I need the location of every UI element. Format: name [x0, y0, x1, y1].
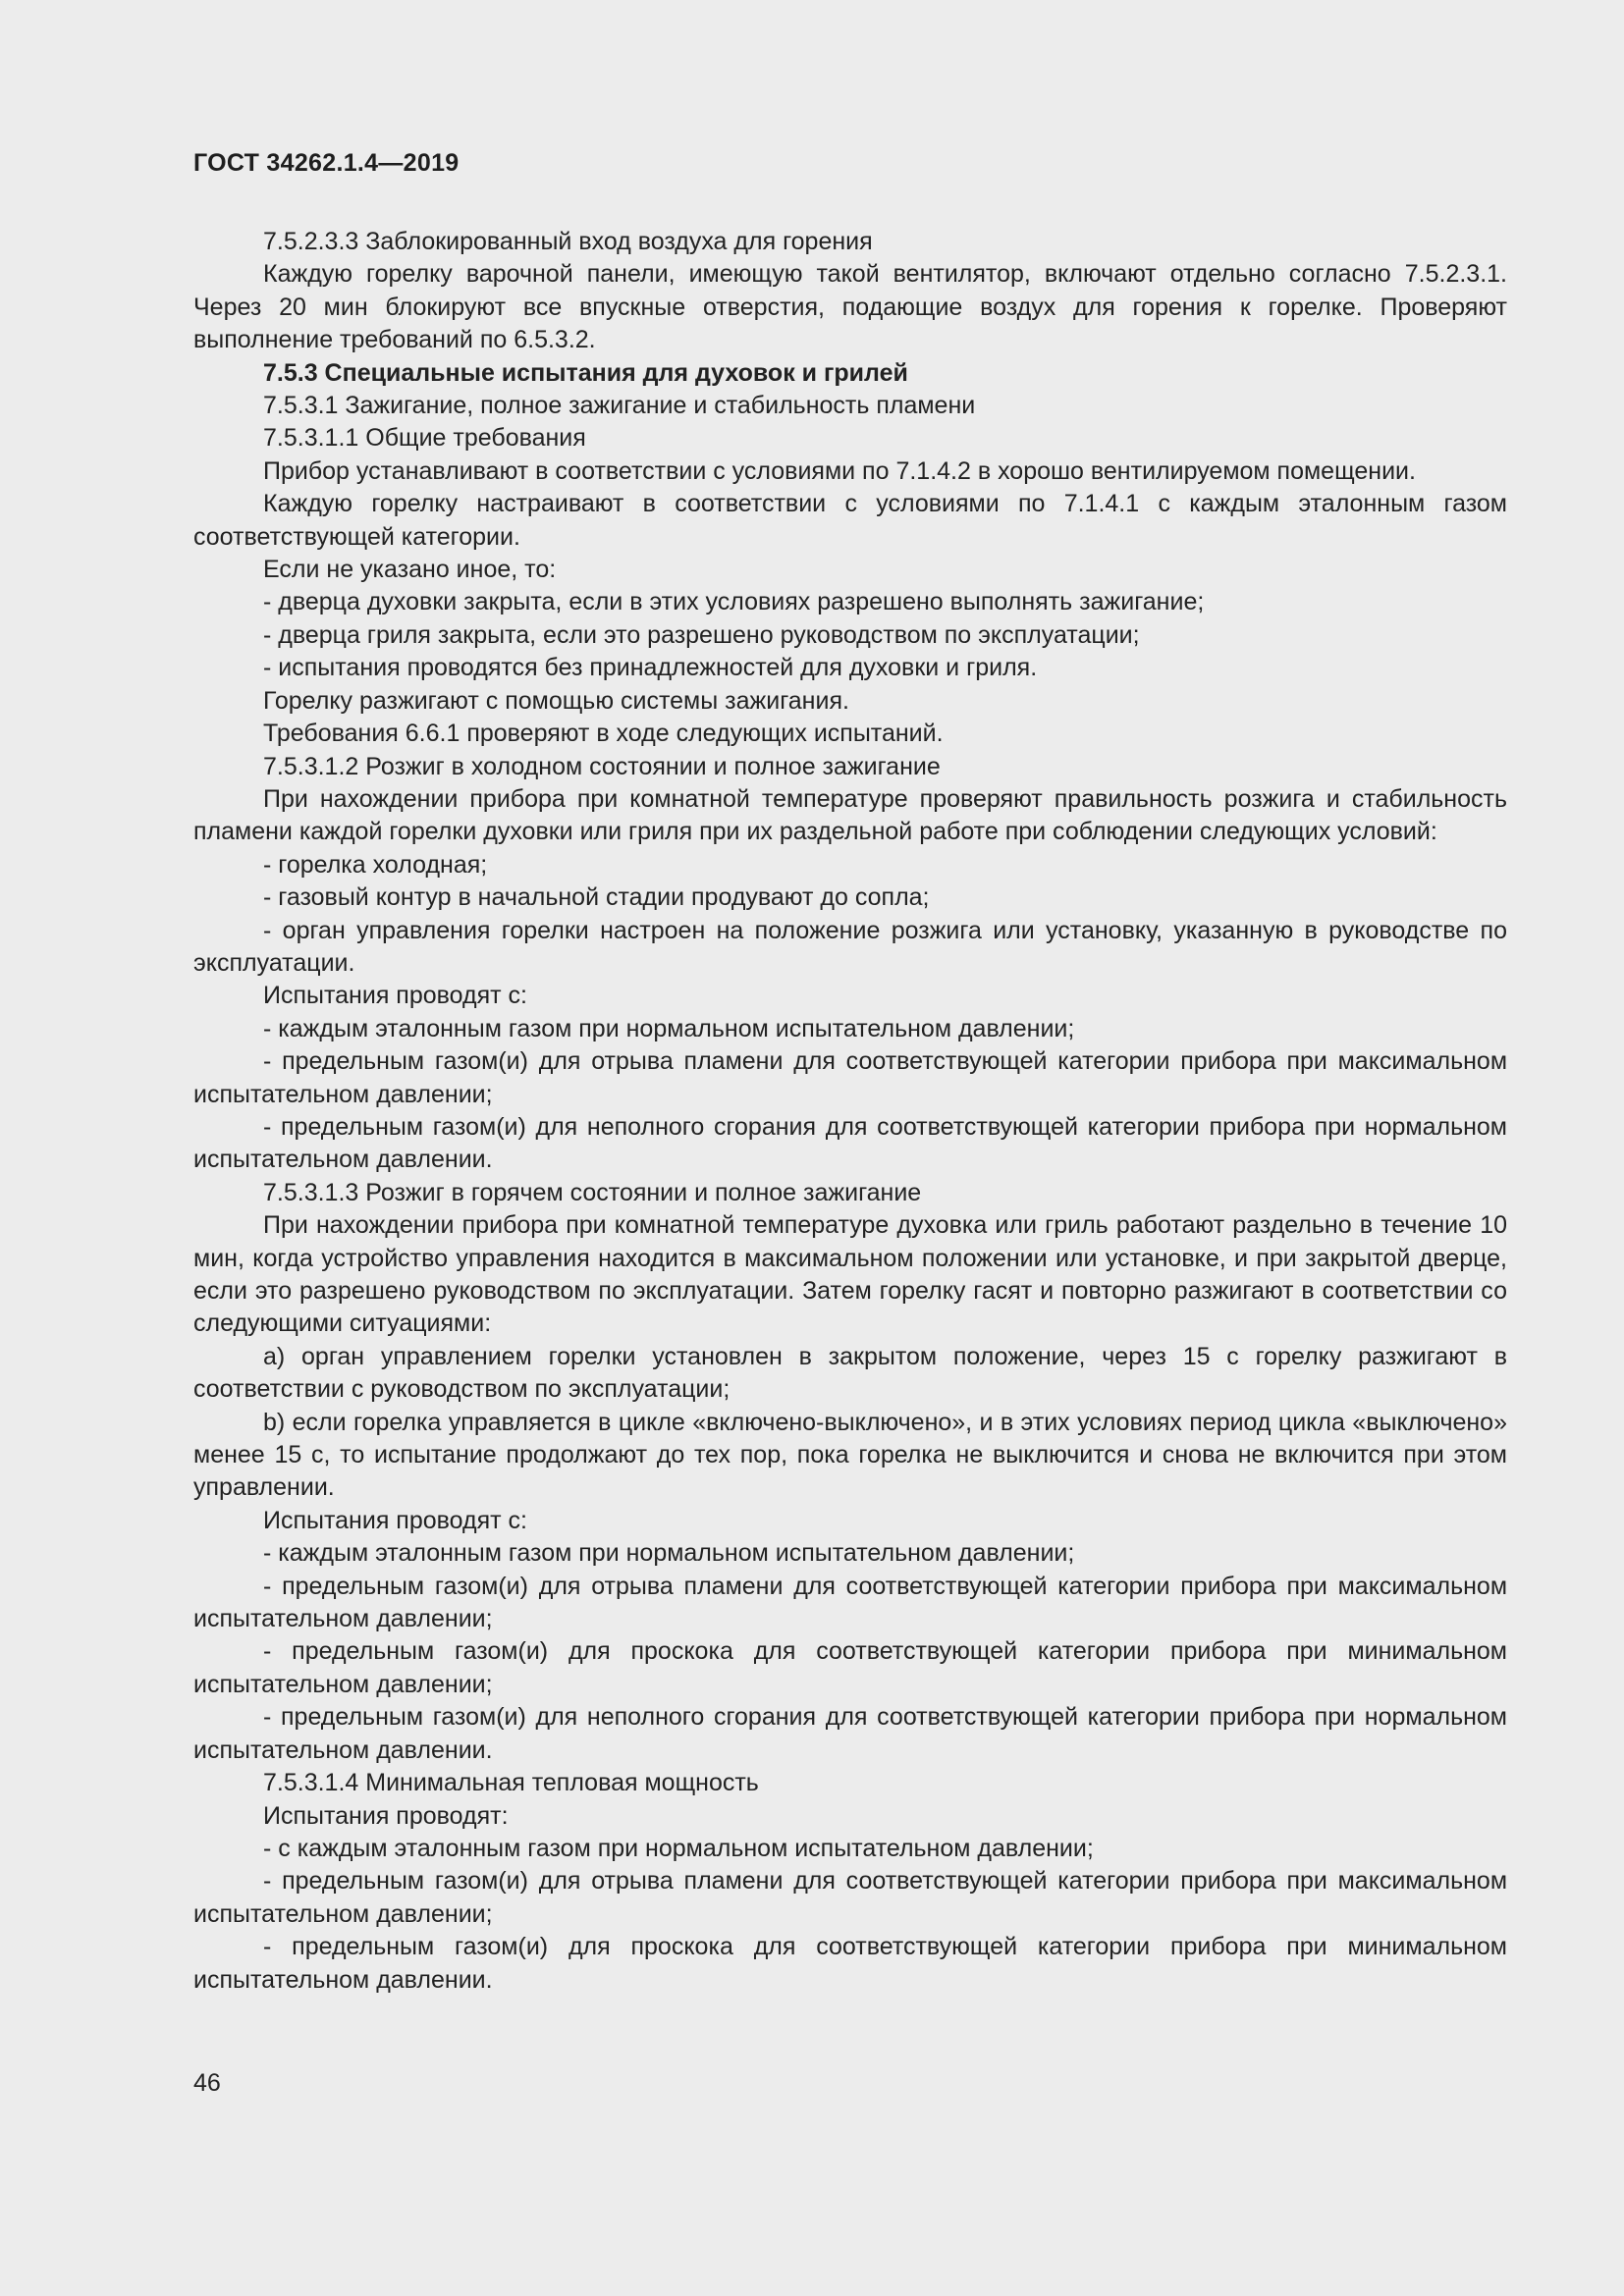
list-item: - с каждым эталонным газом при нормальном испытательном давлении; [263, 1834, 1094, 1862]
paragraph: Горелку разжигают с помощью системы зажигания. [263, 686, 849, 715]
list-item: - предельным газом(и) для неполного сгорания для соответствующей категории прибора при нормальном испытательном давлении. [193, 1112, 1507, 1174]
list-item: b) если горелка управляется в цикле «включено-выключено», и в этих условиях период цикла «выключено» менее 15 с, то испытание продолжают до тех пор, пока горелка не выключится и снова не включится при этом управлении. [193, 1408, 1507, 1502]
paragraph: Испытания проводят с: [263, 982, 527, 1010]
clause-heading: 7.5.3.1.4 Минимальная тепловая мощность [263, 1769, 759, 1797]
standard-code-header: ГОСТ 34262.1.4—2019 [193, 149, 460, 177]
paragraph: Испытания проводят с: [263, 1506, 527, 1534]
list-item: - предельным газом(и) для отрыва пламени для соответствующей категории прибора при максимальном испытательном давлении; [193, 1572, 1507, 1633]
clause-heading: 7.5.3.1 Зажигание, полное зажигание и стабильность пламени [263, 392, 976, 420]
list-item: a) орган управлением горелки установлен в закрытом положение, через 15 с горелку разжигают в соответствии с руководством по эксплуатации; [193, 1342, 1507, 1404]
list-item: - горелка холодная; [263, 850, 488, 879]
clause-heading: 7.5.3.1.1 Общие требования [263, 424, 586, 453]
paragraph: Испытания проводят: [263, 1801, 509, 1830]
document-body [193, 226, 1507, 1997]
clause-heading: 7.5.3.1.2 Розжиг в холодном состоянии и полное зажигание [263, 752, 941, 780]
list-item: - предельным газом(и) для проскока для соответствующей категории прибора при минимальном испытательном давлении; [193, 1637, 1507, 1698]
list-item: - дверца духовки закрыта, если в этих условиях разрешено выполнять зажигание; [263, 588, 1205, 616]
paragraph: При нахождении прибора при комнатной температуре духовка или гриль работают раздельно в течение 10 мин, когда устройство управления находится в максимальном положении или установке, и при закрытой дверце, если это разрешено руководством по эксплуатации. Затем горелку гасят и повторно разжигают в соответствии со следующими ситуациями: [193, 1211, 1507, 1338]
list-item: - каждым эталонным газом при нормальном испытательном давлении; [263, 1014, 1075, 1042]
list-item: - предельным газом(и) для неполного сгорания для соответствующей категории прибора при нормальном испытательном давлении. [193, 1703, 1507, 1764]
list-item: - предельным газом(и) для отрыва пламени для соответствующей категории прибора при максимальном испытательном давлении; [193, 1047, 1507, 1108]
list-item: - испытания проводятся без принадлежностей для духовки и гриля. [263, 654, 1038, 682]
paragraph: Если не указано иное, то: [263, 556, 557, 584]
section-heading: 7.5.3 Специальные испытания для духовок и грилей [263, 358, 908, 387]
paragraph: Каждую горелку варочной панели, имеющую такой вентилятор, включают отдельно согласно 7.5.2.3.1. Через 20 мин блокируют все впускные отверстия, подающие воздух для горения к горелке. Проверяют выполнение требований по 6.5.3.2. [193, 260, 1507, 354]
list-item: - дверца гриля закрыта, если это разрешено руководством по эксплуатации; [263, 620, 1140, 649]
paragraph: При нахождении прибора при комнатной температуре проверяют правильность розжига и стабильность пламени каждой горелки духовки или гриля при их раздельной работе при соблюдении следующих условий: [193, 784, 1507, 846]
paragraph: Прибор устанавливают в соответствии с условиями по 7.1.4.2 в хорошо вентилируемом помещении. [263, 456, 1416, 485]
list-item: - орган управления горелки настроен на положение розжига или установку, указанную в руководстве по эксплуатации. [193, 916, 1507, 977]
paragraph: Каждую горелку настраивают в соответствии с условиями по 7.1.4.1 с каждым эталонным газом соответствующей категории. [193, 490, 1507, 551]
paragraph: Требования 6.6.1 проверяют в ходе следующих испытаний. [263, 720, 944, 748]
list-item: - предельным газом(и) для отрыва пламени для соответствующей категории прибора при максимальном испытательном давлении; [193, 1867, 1507, 1928]
clause-heading: 7.5.3.1.3 Розжиг в горячем состоянии и полное зажигание [263, 1178, 922, 1206]
list-item: - газовый контур в начальной стадии продувают до сопла; [263, 883, 930, 912]
page-number: 46 [193, 2069, 221, 2097]
list-item: - каждым эталонным газом при нормальном испытательном давлении; [263, 1539, 1075, 1568]
clause-heading: 7.5.2.3.3 Заблокированный вход воздуха для горения [263, 228, 873, 255]
list-item: - предельным газом(и) для проскока для соответствующей категории прибора при минимальном испытательном давлении. [193, 1933, 1507, 1994]
